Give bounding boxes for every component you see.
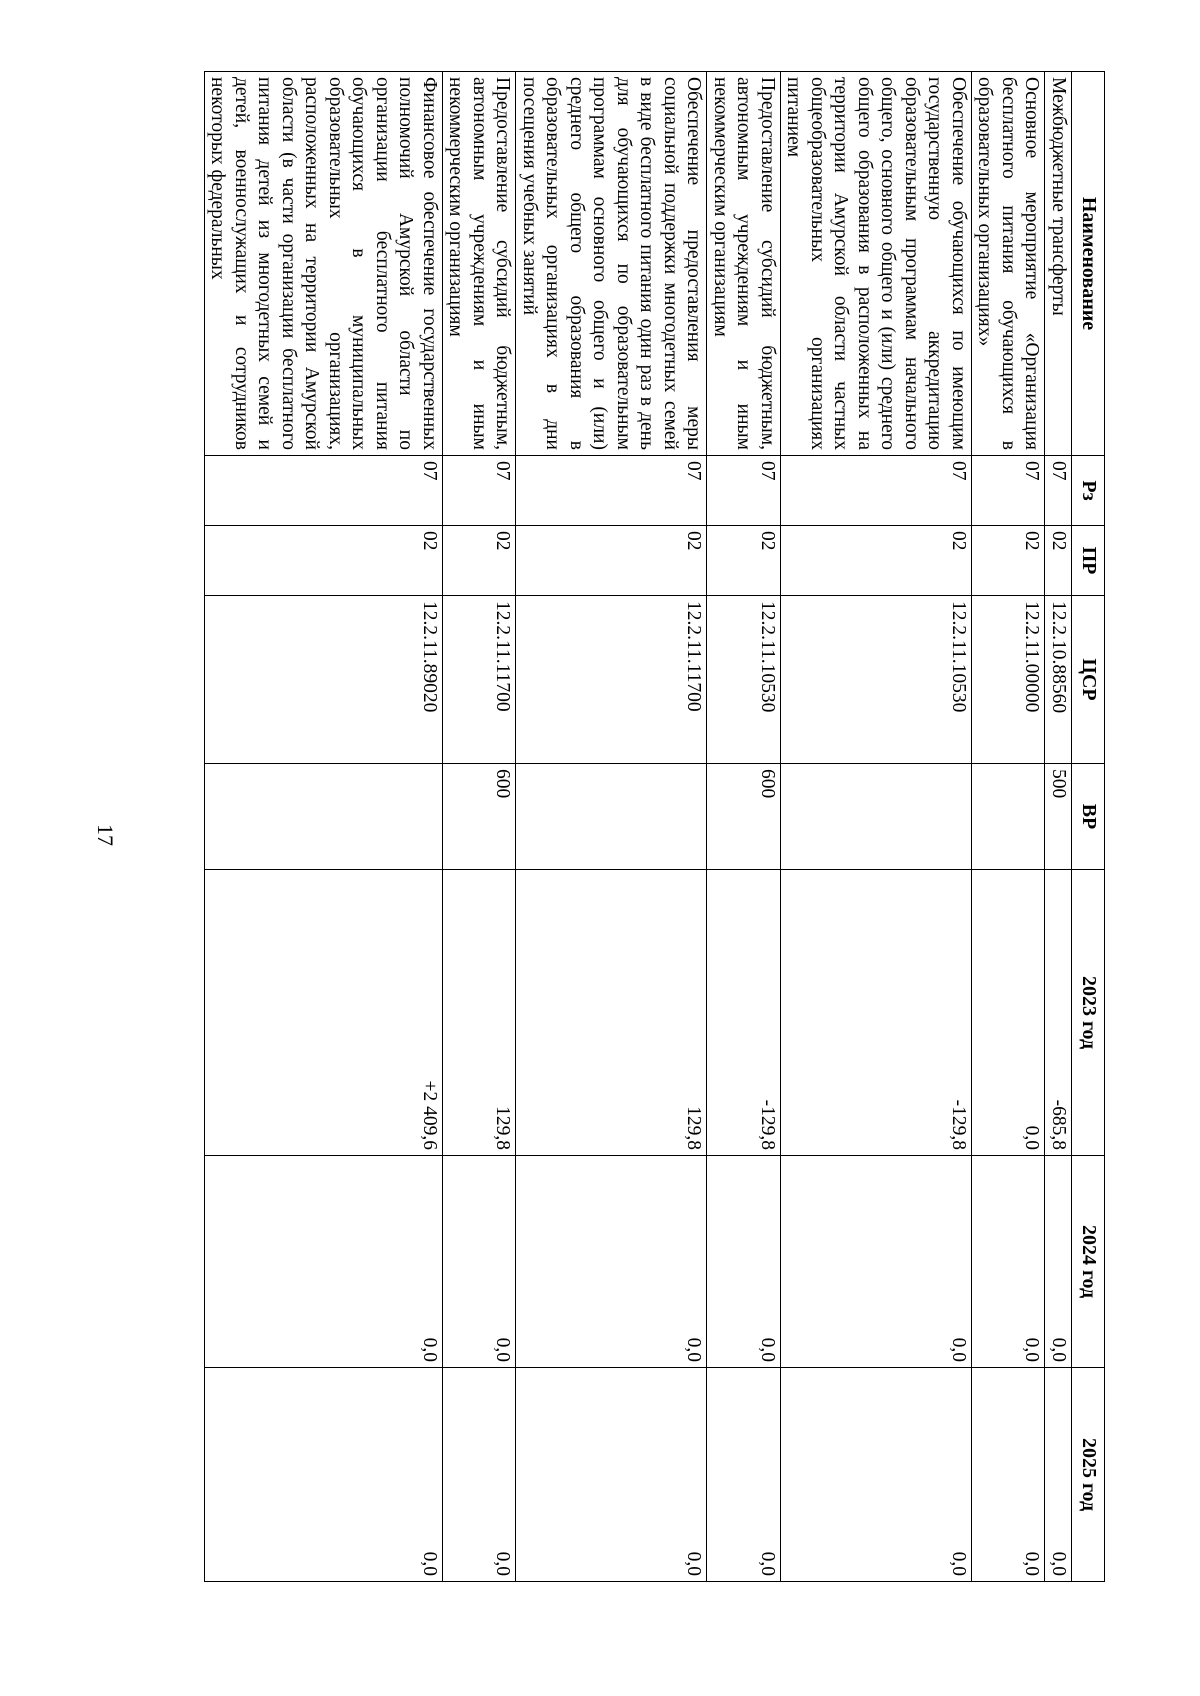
header-2025: 2025 год (1072, 1368, 1105, 1582)
header-2023: 2023 год (1072, 870, 1105, 1156)
cell-name: Обеспечение обучающихся по имеющим государственную аккредитацию образовательным программам начального общего, основного общего и (или) среднего общего образования в расположенных на территории Амурской области частных общеобразовательных организациях питанием (781, 72, 972, 456)
cell-2023: 129,8 (516, 870, 707, 1156)
cell-csr: 12.2.11.00000 (972, 596, 1046, 764)
header-csr: ЦСР (1072, 596, 1105, 764)
header-name: Наименование (1072, 72, 1105, 456)
cell-pr: 02 (1045, 526, 1072, 596)
header-2024: 2024 год (1072, 1156, 1105, 1368)
cell-2024: 0,0 (972, 1156, 1046, 1368)
cell-rz: 07 (1045, 456, 1072, 526)
cell-2024: 0,0 (1045, 1156, 1072, 1368)
cell-2025: 0,0 (443, 1368, 517, 1582)
table-row (205, 72, 443, 1582)
cell-pr: 02 (707, 526, 781, 596)
cell-csr: 12.2.11.10530 (781, 596, 972, 764)
header-rz: Рз (1072, 456, 1105, 526)
cell-2023: 129,8 (443, 870, 517, 1156)
cell-2025: 0,0 (707, 1368, 781, 1582)
cell-vr: 600 (443, 764, 517, 870)
table-row (781, 72, 972, 1582)
cell-pr: 02 (205, 526, 443, 596)
cell-name: Финансовое обеспечение государственных полномочий Амурской области по организации бесплатного питания обучающихся в муниципальных образовательных организациях, расположенных на территории Амурской области (в части организации бесплатного питания детей из многодетных семей и детей, военнослужащих и сотрудников некоторых федеральных (205, 72, 443, 456)
cell-name: Предоставление субсидий бюджетным, автономным учреждениям и иным некоммерческим организациям (707, 72, 781, 456)
cell-2025: 0,0 (781, 1368, 972, 1582)
cell-2023: -129,8 (781, 870, 972, 1156)
cell-vr (516, 764, 707, 870)
table-header-row (1072, 72, 1105, 1582)
cell-vr (205, 764, 443, 870)
cell-rz: 07 (707, 456, 781, 526)
table-row (707, 72, 781, 1582)
table-row (1045, 72, 1072, 1582)
cell-csr: 12.2.11.11700 (443, 596, 517, 764)
cell-name: Основное мероприятие «Организация бесплатного питания обучающихся в образовательных организациях» (972, 72, 1046, 456)
cell-2024: 0,0 (205, 1156, 443, 1368)
cell-2023: -129,8 (707, 870, 781, 1156)
table-row (516, 72, 707, 1582)
cell-csr: 12.2.11.10530 (707, 596, 781, 764)
cell-2024: 0,0 (516, 1156, 707, 1368)
cell-vr: 600 (707, 764, 781, 870)
cell-pr: 02 (516, 526, 707, 596)
cell-2023: 0,0 (972, 870, 1046, 1156)
cell-2025: 0,0 (972, 1368, 1046, 1582)
cell-vr: 500 (1045, 764, 1072, 870)
table-row (443, 72, 517, 1582)
cell-vr (781, 764, 972, 870)
page-number: 17 (93, 824, 118, 846)
header-vr: ВР (1072, 764, 1105, 870)
cell-pr: 02 (972, 526, 1046, 596)
cell-rz: 07 (781, 456, 972, 526)
budget-table (204, 71, 1105, 1582)
cell-rz: 07 (972, 456, 1046, 526)
cell-2025: 0,0 (1045, 1368, 1072, 1582)
cell-vr (972, 764, 1046, 870)
cell-rz: 07 (443, 456, 517, 526)
cell-name: Предоставление субсидий бюджетным, автономным учреждениям и иным некоммерческим организациям (443, 72, 517, 456)
cell-2025: 0,0 (516, 1368, 707, 1582)
cell-pr: 02 (781, 526, 972, 596)
cell-rz: 07 (516, 456, 707, 526)
cell-name: Обеспечение предоставления меры социальной поддержки многодетных семей в виде бесплатного питания один раз в день для обучающихся по образовательным программам основного общего и (или) среднего общего образования в образовательных организациях в дни посещения учебных занятий (516, 72, 707, 456)
cell-2024: 0,0 (781, 1156, 972, 1368)
header-pr: ПР (1072, 526, 1105, 596)
cell-2023: -685,8 (1045, 870, 1072, 1156)
cell-pr: 02 (443, 526, 517, 596)
cell-2024: 0,0 (443, 1156, 517, 1368)
cell-2025: 0,0 (205, 1368, 443, 1582)
cell-csr: 12.2.11.11700 (516, 596, 707, 764)
cell-name: Межбюджетные трансферты (1045, 72, 1072, 456)
cell-csr: 12.2.11.89020 (205, 596, 443, 764)
table-row (972, 72, 1046, 1582)
cell-csr: 12.2.10.88560 (1045, 596, 1072, 764)
cell-rz: 07 (205, 456, 443, 526)
cell-2023: +2 409,6 (205, 870, 443, 1156)
cell-2024: 0,0 (707, 1156, 781, 1368)
